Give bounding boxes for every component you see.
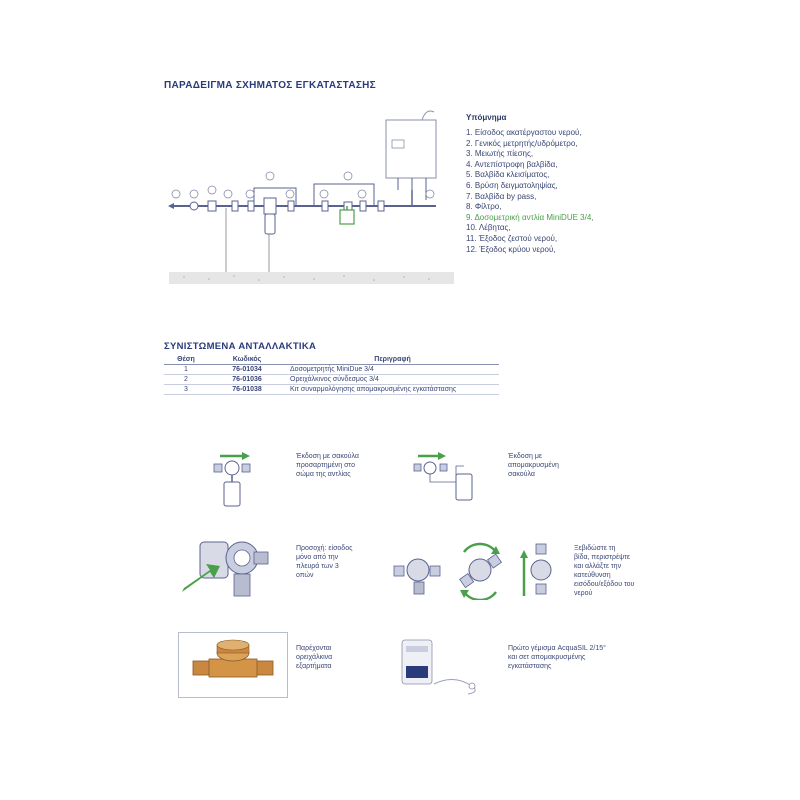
- legend-item: 12. Έξοδος κρύου νερού,: [466, 244, 556, 254]
- rotate-arrow-icon: [464, 544, 496, 552]
- inlet-arrow: [168, 203, 174, 209]
- parts-header-row: [164, 355, 499, 365]
- note-rotation: Ξεβιδώστε τη βίδα, περιστρέψτε και αλλάξτε την κατεύθυνση εισόδου/εξόδου του νερού: [574, 545, 635, 597]
- table-row: [164, 365, 499, 375]
- pump-inlet-side-illustration: [180, 530, 272, 600]
- cell-position: 2: [164, 375, 208, 385]
- legend-item: 6. Βρύση δειγματοληψίας,: [466, 180, 558, 190]
- legend-title: Υπόμνημα: [466, 113, 507, 122]
- bag-icon: [224, 482, 240, 506]
- green-arrow-icon: [242, 452, 250, 460]
- legend-item: 7. Βαλβίδα by pass,: [466, 191, 537, 201]
- legend-item-highlight: 9. Δοσομετρική αντλία MiniDUE 3/4,: [466, 212, 594, 222]
- green-arrow-icon: [438, 452, 446, 460]
- cell-code: 76-01034: [208, 365, 286, 375]
- legend-item: 4. Αντεπίστροφη βαλβίδα,: [466, 159, 558, 169]
- table-row: [164, 385, 499, 395]
- installation-diagram: [164, 100, 464, 295]
- col-code: Κωδικός: [208, 355, 286, 365]
- rotation-sequence-illustration: [392, 540, 552, 600]
- cell-description: Δοσομετρητής MiniDue 3/4: [286, 365, 499, 375]
- pump-remote-bag-illustration: [412, 452, 484, 508]
- note-acquasil: Πρώτο γέμισμα AcquaSIL 2/15° και σετ απομακρυσμένης εγκατάστασης: [508, 645, 606, 670]
- rotate-arrow-icon: [464, 592, 496, 600]
- filter-bowl: [265, 214, 275, 234]
- cell-description: Κιτ συναρμολόγησης απομακρυσμένης εγκατάστασης: [286, 385, 499, 395]
- dosing-pump: [340, 210, 354, 224]
- note-remote-bag: Έκδοση με απομακρυσμένη σακούλα: [508, 453, 559, 478]
- legend-list: [466, 128, 686, 255]
- pump-attached-bag-illustration: [212, 452, 256, 512]
- install-title: ΠΑΡΑΔΕΙΓΜΑ ΣΧΗΜΑΤΟΣ ΕΓΚΑΤΑΣΤΑΣΗΣ: [164, 80, 376, 91]
- brass-fittings-image: [179, 633, 287, 697]
- legend-item: 5. Βαλβίδα κλεισίματος,: [466, 170, 550, 180]
- legend-item: 11. Έξοδος ζεστού νερού,: [466, 233, 558, 243]
- legend-item: 10. Λέβητας,: [466, 223, 511, 233]
- bag-icon: [456, 474, 472, 500]
- acquasil-kit-illustration: [398, 636, 488, 698]
- col-position: Θέση: [164, 355, 208, 365]
- cell-code: 76-01038: [208, 385, 286, 395]
- note-attached-bag: Έκδοση με σακούλα προσαρτημένη στο σώμα της αντλίας: [296, 453, 359, 478]
- brass-fittings-photo-frame: [178, 632, 288, 698]
- cell-position: 3: [164, 385, 208, 395]
- ground-strip: [169, 272, 454, 284]
- legend-item: 8. Φίλτρο,: [466, 202, 502, 212]
- parts-table: [164, 355, 499, 395]
- cell-description: Ορειχάλκινος σύνδεσμος 3/4: [286, 375, 499, 385]
- parts-title: ΣΥΝΙΣΤΩΜΕΝΑ ΑΝΤΑΛΛΑΚΤΙΚΑ: [164, 341, 317, 352]
- col-description: Περιγραφή: [286, 355, 499, 365]
- table-row: [164, 375, 499, 385]
- boiler: [386, 120, 436, 178]
- cell-position: 1: [164, 365, 208, 375]
- legend-item: 1. Είσοδος ακατέργαστου νερού,: [466, 128, 582, 137]
- note-inlet-side: Προσοχή: είσοδος μόνο από την πλευρά των 3 οπών: [296, 545, 353, 579]
- legend-item: 2. Γενικός μετρητής/υδρόμετρο,: [466, 138, 578, 148]
- cell-code: 76-01036: [208, 375, 286, 385]
- note-brass-fittings: Παρέχονται ορειχάλκινα εξαρτήματα: [296, 645, 333, 670]
- boiler-flue: [422, 111, 434, 120]
- legend-item: 3. Μειωτής πίεσης,: [466, 149, 534, 159]
